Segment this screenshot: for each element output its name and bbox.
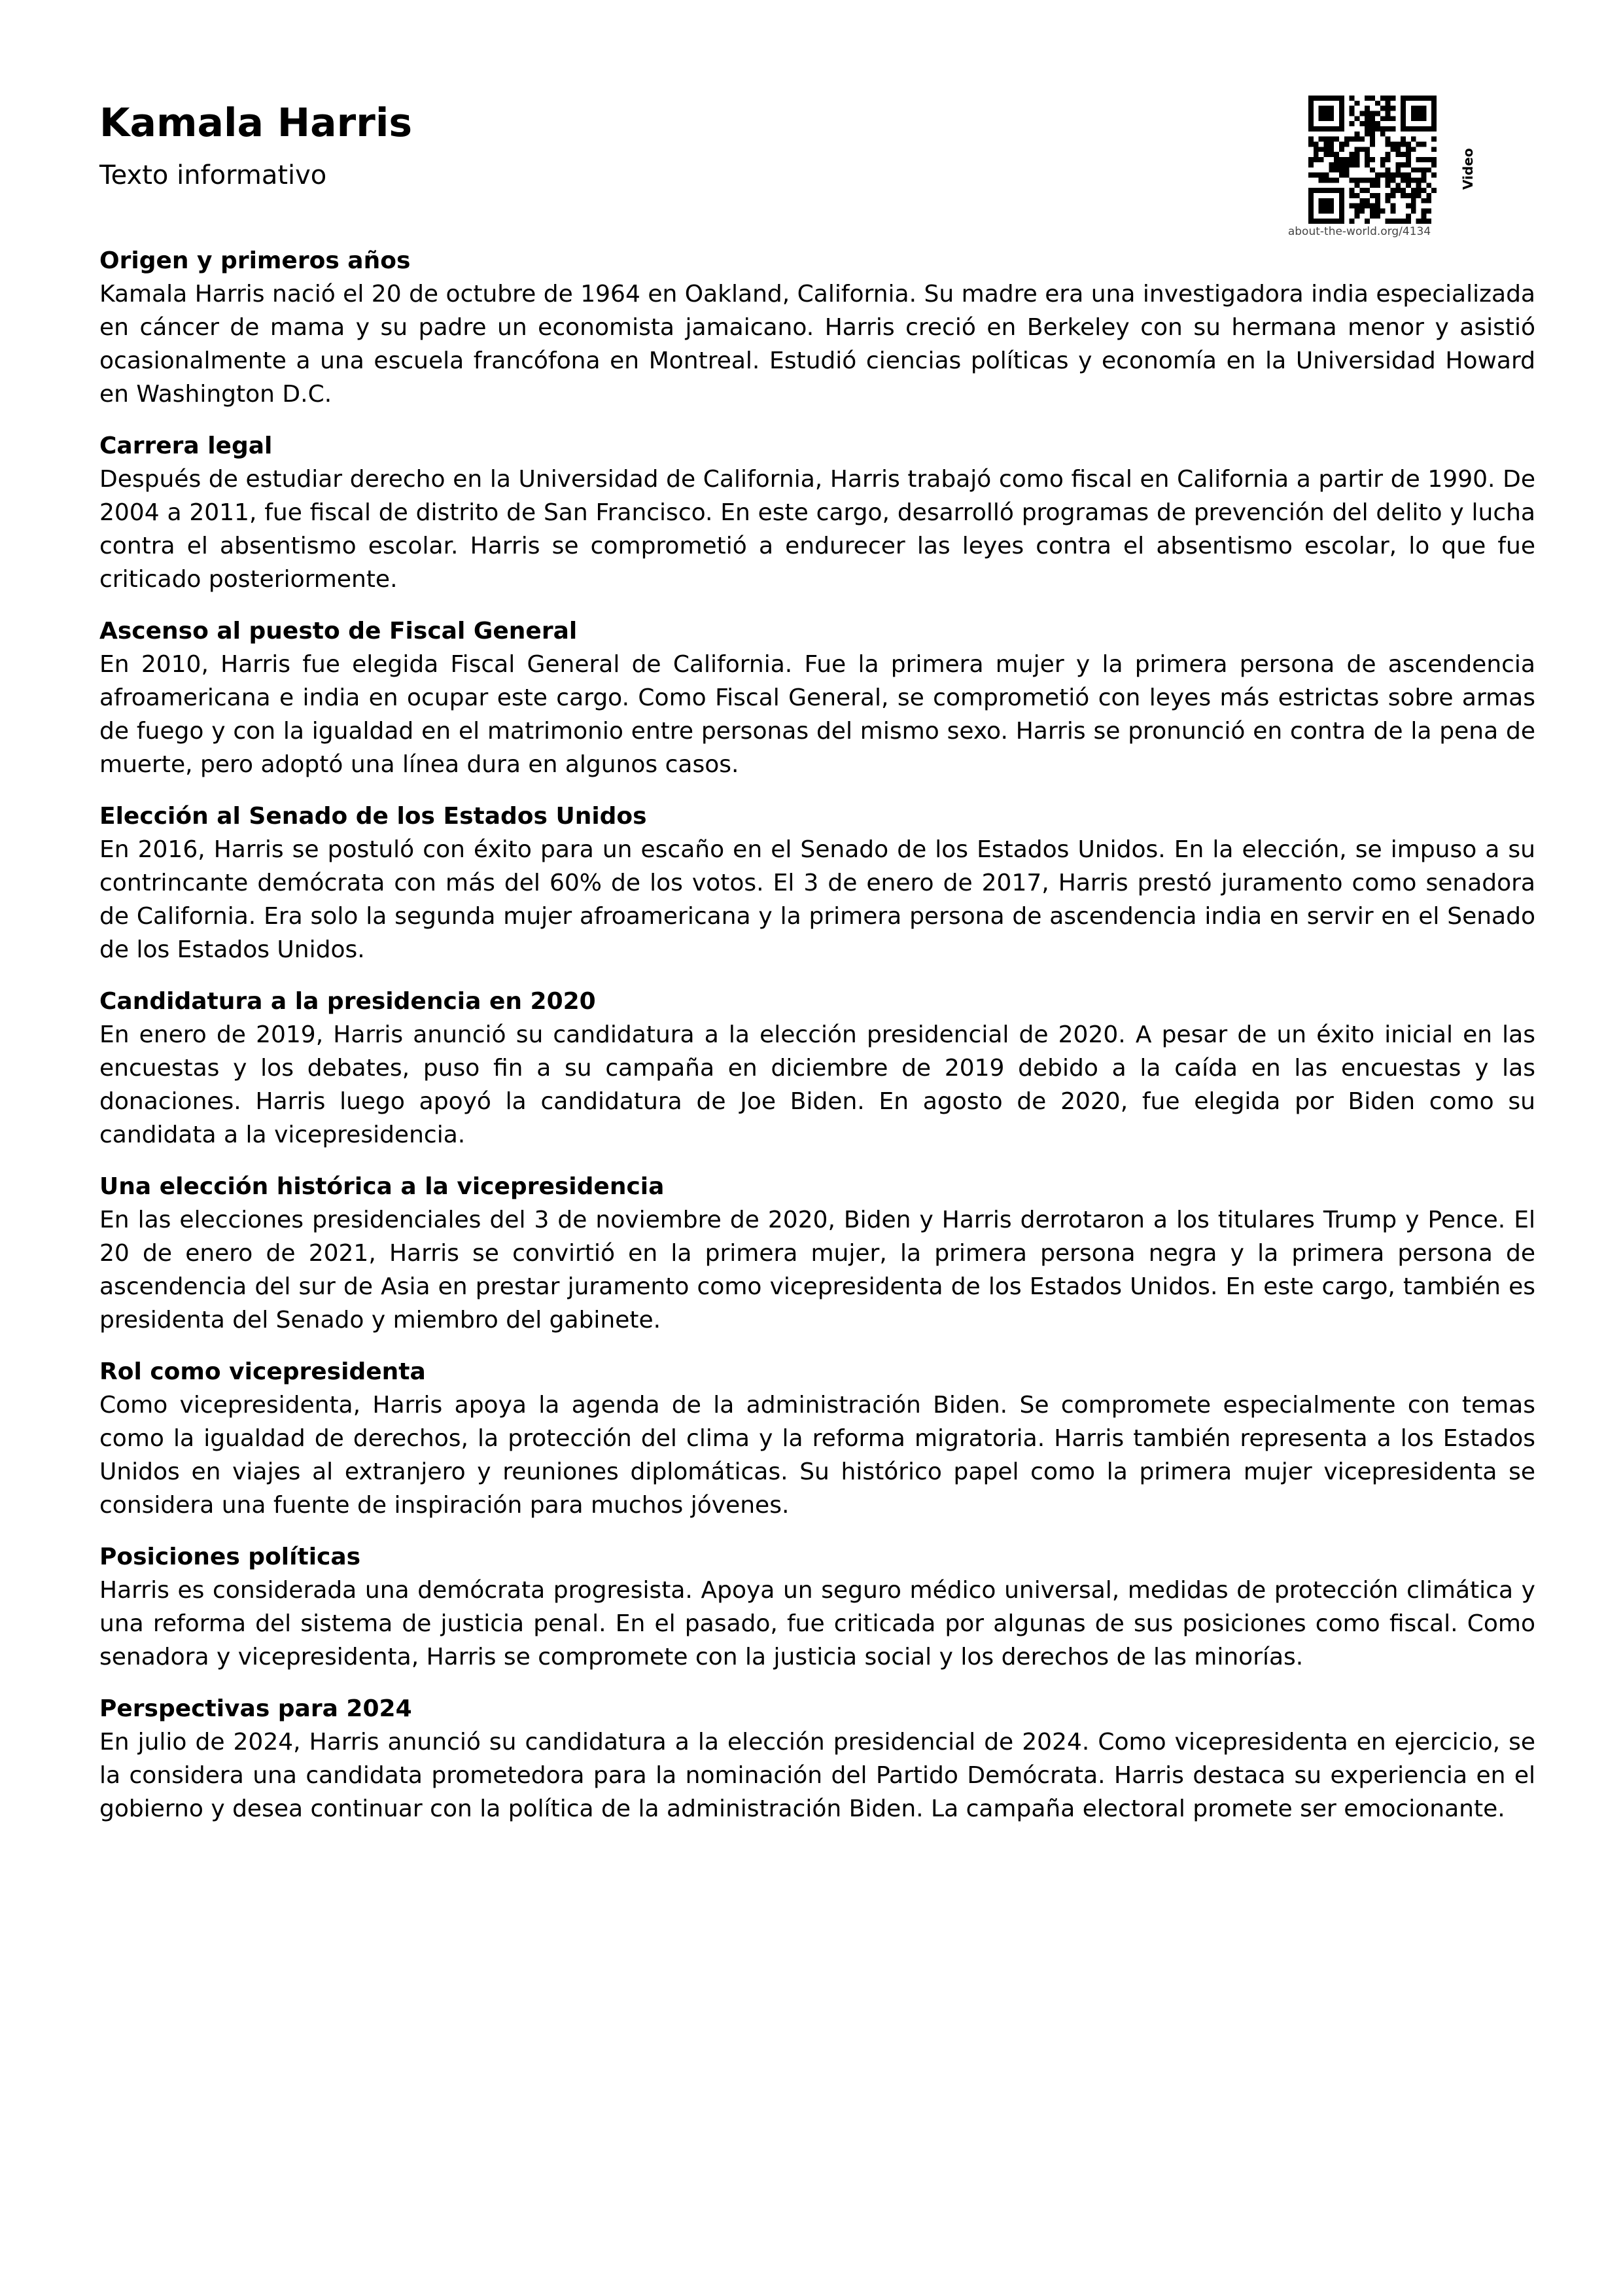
section-body: En enero de 2019, Harris anunció su candidatura a la elección presidencial de 2020. A pesar de un éxito inicial en las encuestas y los debates, puso fin a su campaña en diciembre de 2019 debido a la caída en las encuestas y las donaciones. Harris luego apoyó la candidatura de Joe Biden. En agosto de 2020, fue elegida por Biden como su candidata a la vicepresidencia. — [99, 1021, 1535, 1148]
qr-code-icon[interactable] — [1308, 96, 1437, 224]
section-rol — [99, 1355, 1535, 1522]
section-posiciones — [99, 1540, 1535, 1674]
section-body: Kamala Harris nació el 20 de octubre de 1964 en Oakland, California. Su madre era una investigadora india especializada en cáncer de mama y su padre un economista jamaicano. Harris creció en Berkeley con su hermana menor y asistió ocasionalmente a una escuela francófona en Montreal. Estudió ciencias políticas y economía en la Universidad Howard en Washington D.C. — [99, 281, 1535, 408]
section-vicepresidencia — [99, 1170, 1535, 1337]
section-body: En 2016, Harris se postuló con éxito para un escaño en el Senado de los Estados Unidos. En la elección, se impuso a su contrincante demócrata con más del 60% de los votos. El 3 de enero de 2017, Harris prestó juramento como senadora de California. Era solo la segunda mujer afroamericana y la primera persona de ascendencia india en servir en el Senado de los Estados Unidos. — [99, 836, 1535, 963]
section-perspectivas — [99, 1692, 1535, 1826]
section-heading: Posiciones políticas — [99, 1544, 361, 1570]
section-senado — [99, 800, 1535, 966]
qr-video-label: Video — [1460, 148, 1476, 190]
section-heading: Rol como vicepresidenta — [99, 1358, 426, 1385]
section-heading: Origen y primeros años — [99, 247, 411, 274]
qr-url[interactable]: about-the-world.org/4134 — [1287, 225, 1431, 238]
section-body: En julio de 2024, Harris anunció su candidatura a la elección presidencial de 2024. Como vicepresidenta en ejercicio, se la considera una candidata prometedora para la nominación del Partido Demócrata. Harris destaca su experiencia en el gobierno y desea continuar con la política de la administración Biden. La campaña electoral promete ser emocionante. — [99, 1729, 1535, 1822]
section-body: Después de estudiar derecho en la Universidad de California, Harris trabajó como fiscal en California a partir de 1990. De 2004 a 2011, fue fiscal de distrito de San Francisco. En este cargo, desarrolló programas de prevención del delito y lucha contra el absentismo escolar. Harris se comprometió a endurecer las leyes contra el absentismo escolar, lo que fue criticado posteriormente. — [99, 466, 1535, 593]
section-origen — [99, 244, 1535, 411]
article-content — [99, 244, 1535, 1844]
section-heading: Elección al Senado de los Estados Unidos — [99, 803, 647, 830]
qr-block[interactable] — [1282, 96, 1452, 246]
section-heading: Carrera legal — [99, 433, 273, 459]
page-subtitle: Texto informativo — [99, 160, 327, 190]
section-body: En 2010, Harris fue elegida Fiscal General de California. Fue la primera mujer y la primera persona de ascendencia afroamericana e india en ocupar este cargo. Como Fiscal General, se comprometió con leyes más estrictas sobre armas de fuego y con la igualdad en el matrimonio entre personas del mismo sexo. Harris se pronunció en contra de la pena de muerte, pero adoptó una línea dura en algunos casos. — [99, 651, 1535, 778]
section-body: Como vicepresidenta, Harris apoya la agenda de la administración Biden. Se compromete especialmente con temas como la igualdad de derechos, la protección del clima y la reforma migratoria. Harris también representa a los Estados Unidos en viajes al extranjero y reuniones diplomáticas. Su histórico papel como la primera mujer vicepresidenta se considera una fuente de inspiración para muchos jóvenes. — [99, 1392, 1535, 1519]
section-carrera-legal — [99, 429, 1535, 596]
section-fiscal-general — [99, 614, 1535, 781]
section-heading: Candidatura a la presidencia en 2020 — [99, 988, 596, 1015]
section-candidatura-2020 — [99, 985, 1535, 1152]
section-heading: Ascenso al puesto de Fiscal General — [99, 618, 578, 645]
section-heading: Perspectivas para 2024 — [99, 1695, 412, 1722]
page-title: Kamala Harris — [99, 100, 413, 146]
section-body: Harris es considerada una demócrata progresista. Apoya un seguro médico universal, medidas de protección climática y una reforma del sistema de justicia penal. En el pasado, fue criticada por algunas de sus posiciones como fiscal. Como senadora y vicepresidenta, Harris se compromete con la justicia social y los derechos de las minorías. — [99, 1577, 1535, 1670]
section-heading: Una elección histórica a la vicepresidencia — [99, 1173, 665, 1200]
section-body: En las elecciones presidenciales del 3 de noviembre de 2020, Biden y Harris derrotaron a los titulares Trump y Pence. El 20 de enero de 2021, Harris se convirtió en la primera mujer, la primera persona negra y la primera persona de ascendencia del sur de Asia en prestar juramento como vicepresidenta de los Estados Unidos. En este cargo, también es presidenta del Senado y miembro del gabinete. — [99, 1207, 1535, 1333]
